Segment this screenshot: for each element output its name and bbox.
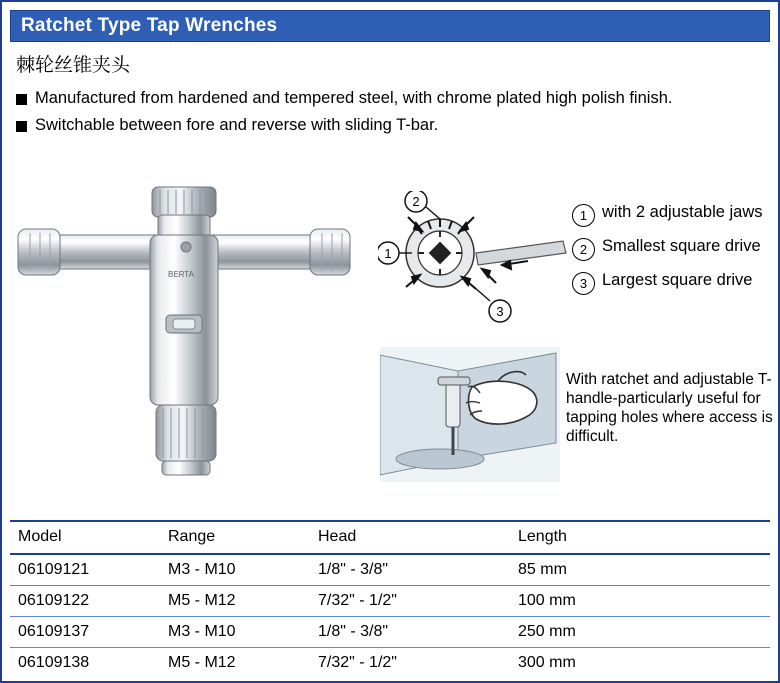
diagram-marker-3: 3 xyxy=(496,304,504,319)
list-item xyxy=(572,202,772,227)
column-header-head: Head xyxy=(310,522,510,554)
column-header-range: Range xyxy=(160,522,310,554)
list-item xyxy=(572,236,772,261)
chuck-detail-diagram xyxy=(378,191,568,331)
cell-range: M5 - M12 xyxy=(160,586,310,617)
page-title-bar xyxy=(10,10,770,42)
illustration-area xyxy=(10,177,772,507)
cell-model: 06109122 xyxy=(10,586,160,617)
column-header-length: Length xyxy=(510,522,770,554)
callout-text: with 2 adjustable jaws xyxy=(602,203,763,221)
table-row xyxy=(10,554,770,586)
cell-head: 7/32" - 1/2" xyxy=(318,654,397,671)
cell-length: 85 mm xyxy=(510,554,770,586)
callout-number: 3 xyxy=(572,272,595,295)
cell-range: M3 - M10 xyxy=(160,617,310,648)
feature-text: Manufactured from hardened and tempered steel, with chrome plated high polish finish. xyxy=(35,89,673,107)
cell-model: 06109121 xyxy=(10,554,160,586)
cell-model: 06109137 xyxy=(10,617,160,648)
brand-label: BERTA xyxy=(168,270,194,279)
callout-text: Largest square drive xyxy=(602,271,753,289)
square-bullet-icon xyxy=(16,121,27,132)
diagram-marker-2: 2 xyxy=(412,194,420,209)
list-item xyxy=(16,115,764,136)
cell-range: M3 - M10 xyxy=(160,554,310,586)
callout-legend xyxy=(572,202,772,304)
usage-note: With ratchet and adjustable T-handle-particularly useful for tapping holes where access is difficult. xyxy=(566,371,773,445)
square-bullet-icon xyxy=(16,94,27,105)
callout-number: 1 xyxy=(572,204,595,227)
column-header-model: Model xyxy=(10,522,160,554)
table-row xyxy=(10,648,770,679)
specs-table xyxy=(10,522,770,678)
cell-length: 300 mm xyxy=(518,654,576,671)
product-table xyxy=(10,520,770,673)
cell-length: 250 mm xyxy=(510,617,770,648)
cell-head: 1/8" - 3/8" xyxy=(310,554,510,586)
usage-illustration xyxy=(380,347,560,482)
cell-head: 1/8" - 3/8" xyxy=(310,617,510,648)
cell-length: 100 mm xyxy=(510,586,770,617)
list-item xyxy=(572,270,772,295)
callout-number: 2 xyxy=(572,238,595,261)
cell-head: 7/32" - 1/2" xyxy=(310,586,510,617)
tap-wrench-illustration xyxy=(10,177,370,487)
feature-text: Switchable between fore and reverse with sliding T-bar. xyxy=(35,116,439,134)
table-row xyxy=(10,586,770,617)
callout-text: Smallest square drive xyxy=(602,237,761,255)
page-title: Ratchet Type Tap Wrenches xyxy=(21,15,278,36)
cell-model: 06109138 xyxy=(18,654,90,671)
table-row xyxy=(10,617,770,648)
page-subtitle-chinese: 棘轮丝锥夹头 xyxy=(16,54,131,76)
table-header-row xyxy=(10,522,770,554)
diagram-marker-1: 1 xyxy=(384,246,392,261)
list-item xyxy=(16,88,764,109)
cell-range: M5 - M12 xyxy=(168,654,236,671)
feature-list xyxy=(16,88,764,142)
